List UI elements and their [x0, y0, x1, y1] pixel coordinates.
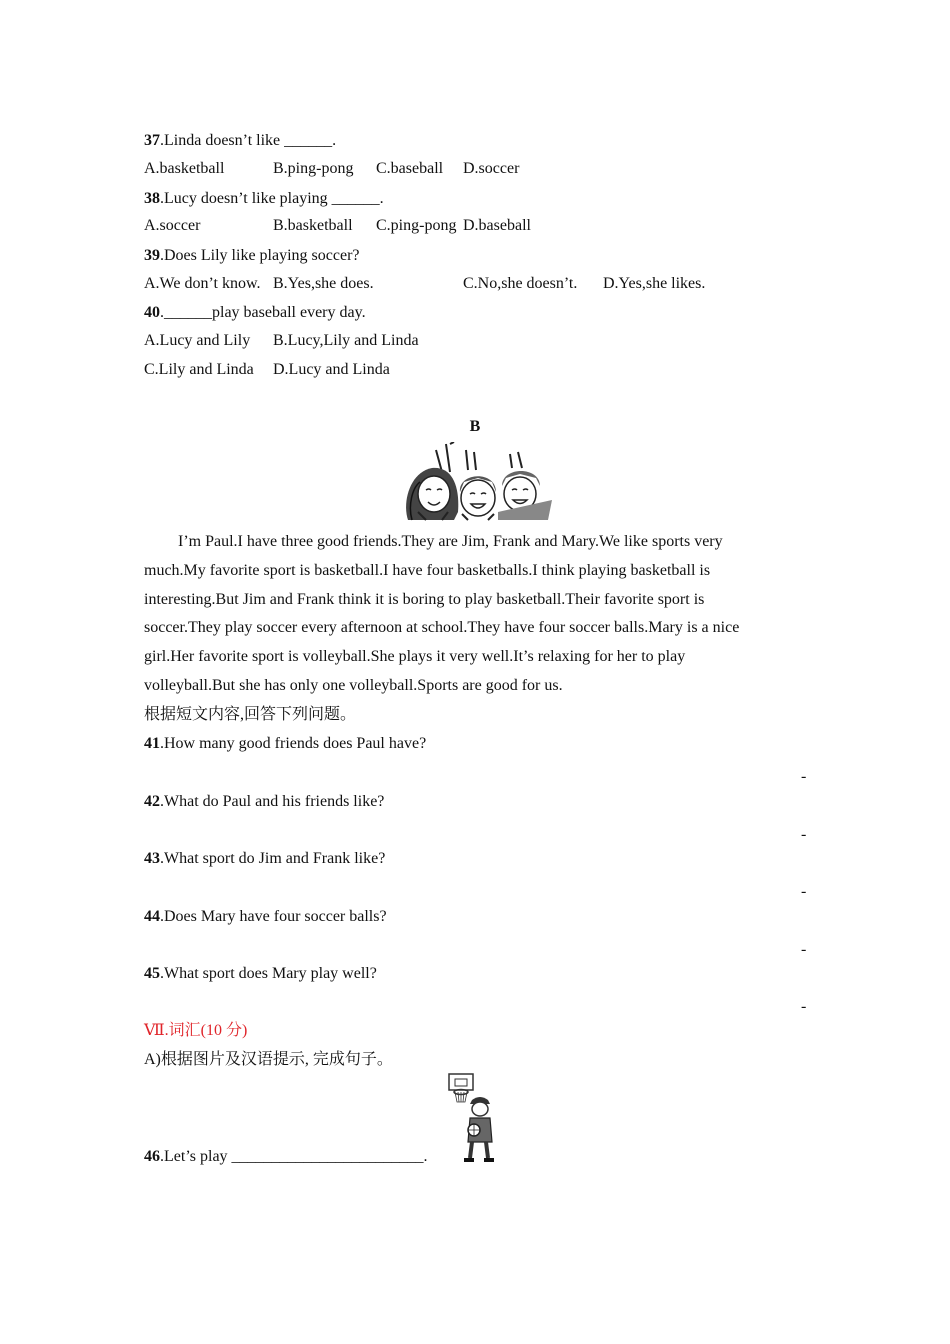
option-d: D.Lucy and Linda — [273, 361, 390, 378]
question-text: .Linda doesn’t like ______. — [160, 132, 337, 149]
question-number: 45 — [144, 965, 160, 982]
question-text: .How many good friends does Paul have? — [160, 735, 427, 752]
question-number: 42 — [144, 793, 160, 810]
question-39 — [144, 246, 360, 266]
question-number: 37 — [144, 132, 160, 149]
option-c: C.No,she doesn’t. — [463, 275, 578, 292]
question-41 — [144, 734, 426, 754]
question-text: .What sport does Mary play well? — [160, 965, 377, 982]
option-a: A.soccer — [144, 217, 201, 234]
question-number: 46 — [144, 1148, 160, 1165]
answer-line-43[interactable]: - — [801, 883, 807, 900]
option-c: C.Lily and Linda — [144, 361, 254, 378]
question-number: 44 — [144, 908, 160, 925]
option-d: D.baseball — [463, 217, 531, 234]
option-a: A.basketball — [144, 160, 225, 177]
question-text: .Does Lily like playing soccer? — [160, 247, 360, 264]
three-children-illustration — [398, 442, 554, 522]
section-vii-title: Ⅶ.词汇(10 分) — [144, 1022, 248, 1039]
question-42 — [144, 792, 384, 812]
question-number: 39 — [144, 247, 160, 264]
option-d: D.Yes,she likes. — [603, 275, 706, 292]
question-text: .Does Mary have four soccer balls? — [160, 908, 387, 925]
question-number: 41 — [144, 735, 160, 752]
basketball-player-illustration — [446, 1072, 498, 1164]
question-43 — [144, 849, 385, 869]
answer-line-45[interactable]: - — [801, 998, 807, 1015]
section-b-label: B — [469, 418, 481, 435]
answer-line-44[interactable]: - — [801, 941, 807, 958]
question-38 — [144, 189, 384, 209]
question-46 — [144, 1147, 428, 1167]
option-b: B.basketball — [273, 217, 353, 234]
question-37 — [144, 131, 336, 151]
option-b: B.Yes,she does. — [273, 275, 374, 292]
question-44 — [144, 907, 387, 927]
option-a: A.We don’t know. — [144, 275, 261, 292]
option-c: C.baseball — [376, 160, 444, 177]
answer-line-42[interactable]: - — [801, 826, 807, 843]
question-number: 40 — [144, 304, 160, 321]
option-b: B.Lucy,Lily and Linda — [273, 332, 419, 349]
question-text[interactable]: .Let’s play ________________________. — [160, 1148, 428, 1165]
question-45 — [144, 964, 377, 984]
question-text: .What do Paul and his friends like? — [160, 793, 385, 810]
question-number: 38 — [144, 190, 160, 207]
reading-instruction: 根据短文内容,回答下列问题。 — [144, 706, 357, 723]
option-a: A.Lucy and Lily — [144, 332, 251, 349]
reading-passage — [144, 528, 774, 701]
section-vii-subtitle: A)根据图片及汉语提示, 完成句子。 — [144, 1051, 393, 1068]
question-40 — [144, 303, 366, 323]
question-text: .Lucy doesn’t like playing ______. — [160, 190, 384, 207]
passage-text: I’m Paul.I have three good friends.They are Jim, Frank and Mary.We like sports very much.My favorite sport is basketball.I have four basketballs.I think playing basketball is interesting.But Jim and Frank think it is boring to play basketball.Their favorite sport is soccer.They play soccer every afternoon at school.They have four soccer balls.Mary is a nice girl.Her favorite sport is volleyball.She plays it very well.It’s relaxing for her to play volleyball.But she has only one volleyball.Sports are good for us. — [144, 533, 740, 694]
option-c: C.ping-pong — [376, 217, 457, 234]
question-number: 43 — [144, 850, 160, 867]
option-d: D.soccer — [463, 160, 520, 177]
answer-line-41[interactable]: - — [801, 768, 807, 785]
question-text: .What sport do Jim and Frank like? — [160, 850, 386, 867]
question-text: .______play baseball every day. — [160, 304, 366, 321]
option-b: B.ping-pong — [273, 160, 354, 177]
